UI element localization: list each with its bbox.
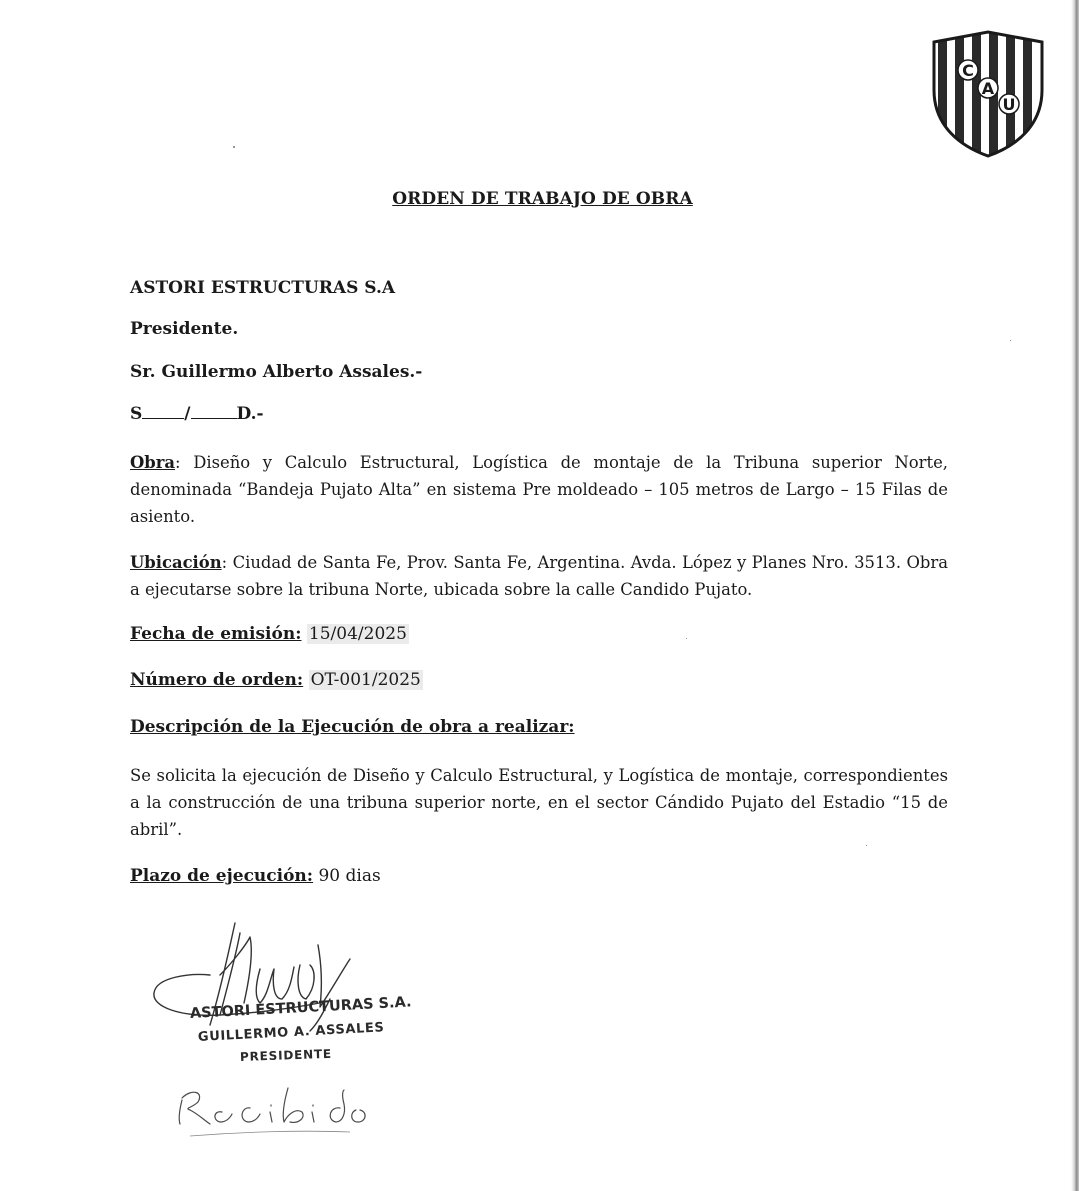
ubicacion-paragraph bbox=[130, 549, 948, 603]
numero-orden-value: OT-001/2025 bbox=[310, 670, 421, 690]
scanner-edge bbox=[1071, 0, 1079, 1191]
scan-speck bbox=[233, 146, 235, 148]
ubicacion-label: Ubicación bbox=[130, 553, 222, 572]
recipient-company: ASTORI ESTRUCTURAS S.A bbox=[130, 278, 396, 298]
scan-speck bbox=[686, 638, 687, 639]
logo-letter-c: C bbox=[962, 61, 974, 80]
ubicacion-text: : Ciudad de Santa Fe, Prov. Santa Fe, Argentina. Avda. López y Planes Nro. 3513. Obra a ejecutarse sobre la tribuna Norte, ubicada sobre la calle Candido Pujato. bbox=[130, 553, 948, 599]
stamp-company: ASTORI ESTRUCTURAS S.A. bbox=[189, 994, 412, 1022]
handwritten-recibido-note bbox=[170, 1078, 380, 1138]
numero-orden-line bbox=[130, 670, 423, 690]
fecha-emision-line bbox=[130, 624, 409, 644]
sd-d: D.- bbox=[236, 404, 264, 424]
recipient-role: Presidente. bbox=[130, 319, 239, 339]
document-title-text: ORDEN DE TRABAJO DE OBRA bbox=[392, 189, 693, 209]
obra-paragraph bbox=[130, 449, 948, 530]
sd-underline-right bbox=[191, 404, 237, 419]
obra-text: : Diseño y Calculo Estructural, Logística de montaje de la Tribuna superior Norte, denominada “Bandeja Pujato Alta” en sistema Pre moldeado – 105 metros de Largo – 15 Filas de asiento. bbox=[130, 453, 948, 526]
descripcion-heading: Descripción de la Ejecución de obra a realizar: bbox=[130, 717, 575, 737]
scan-speck bbox=[1010, 340, 1011, 341]
salutation-sd bbox=[130, 404, 264, 424]
sd-s: S bbox=[130, 404, 143, 424]
sd-underline-left bbox=[142, 404, 184, 419]
logo-letter-u: U bbox=[1002, 95, 1016, 114]
fecha-emision-label: Fecha de emisión: bbox=[130, 624, 302, 644]
document-title bbox=[0, 189, 1079, 209]
sd-slash: / bbox=[184, 404, 191, 424]
numero-orden-label: Número de orden: bbox=[130, 670, 304, 690]
scan-speck bbox=[866, 845, 867, 846]
logo-letter-a: A bbox=[981, 79, 995, 98]
descripcion-paragraph: Se solicita la ejecución de Diseño y Calculo Estructural, y Logística de montaje, correspondientes a la construcción de una tribuna superior norte, en el sector Cándido Pujato del Estadio “15 de abril”. bbox=[130, 766, 948, 839]
recipient-name: Sr. Guillermo Alberto Assales.- bbox=[130, 362, 423, 382]
plazo-value: 90 dias bbox=[313, 866, 381, 886]
club-shield-logo bbox=[928, 28, 1048, 158]
stamp-title: PRESIDENTE bbox=[239, 1046, 333, 1064]
stamp-name: GUILLERMO A. ASSALES bbox=[197, 1020, 385, 1045]
plazo-label: Plazo de ejecución: bbox=[130, 866, 314, 886]
fecha-emision-value: 15/04/2025 bbox=[308, 624, 407, 644]
obra-label: Obra bbox=[130, 453, 175, 472]
plazo-line bbox=[130, 866, 381, 886]
